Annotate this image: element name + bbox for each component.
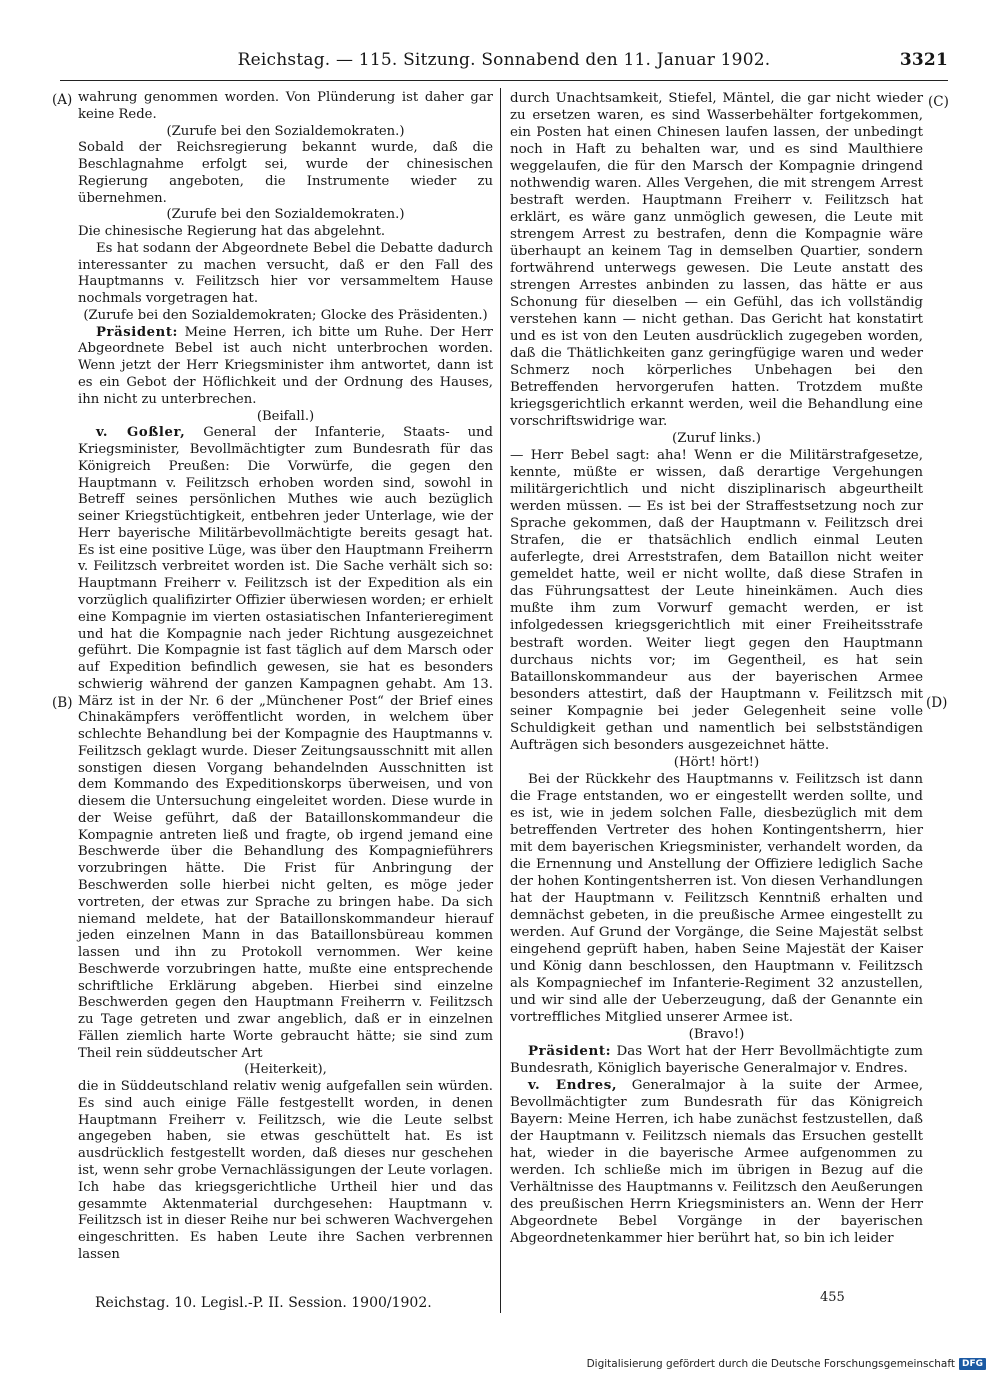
paragraph-text: Meine Herren, ich bitte um Ruhe. Der Herr Abgeordnete Bebel ist auch nicht unterbrochen worden. Wenn jetzt der Herr Kriegsminister ihm antwortet, dann ist es ein Gebot der Höflichkeit und der Ordnung des Hauses, ihn nicht zu unterbrechen. — [78, 324, 493, 407]
speaker-name: Präsident: — [96, 324, 179, 340]
digitization-note: Digitalisierung gefördert durch die Deutsche Forschungsgemeinschaft — [586, 1358, 955, 1370]
paragraph-text: (Zurufe bei den Sozialdemokraten.) — [166, 207, 405, 223]
interjection — [78, 124, 493, 141]
margin-mark-c: (C) — [928, 94, 949, 110]
paragraph-text: (Heiterkeit), — [244, 1062, 327, 1078]
paragraph-text: (Zurufe bei den Sozialdemokraten.) — [166, 123, 405, 139]
paragraph-text: (Beifall.) — [256, 408, 315, 424]
speaker-name: v. Endres, — [528, 1076, 618, 1093]
paragraph-text: Generalmajor à la suite der Armee, Bevollmächtigter zum Bundesrath für das Königreich Bayern: Meine Herren, ich habe zunächst festzustellen, daß der Hauptmann v. Feilitzsch niemals das Ersuchen gestellt hat, wieder in die bayerische Armee aufgenommen zu werden. Ich schließe mich im übrigen in Bezug auf die Verhältnisse des Hauptmanns v. Feilitzsch den Aeußerungen des preußischen Herrn Kriegsministers an. Wenn der Herr Abgeordnete Bebel Vorgänge in der bayerischen Abgeordnetenkammer hier berührt hat, so bin ich leider — [510, 1077, 924, 1247]
interjection — [510, 430, 923, 447]
left-text-column — [78, 90, 493, 1264]
column-divider — [500, 88, 501, 1313]
paragraph-text: (Zuruf links.) — [671, 431, 762, 447]
paragraph — [78, 1079, 493, 1263]
paragraph — [510, 771, 923, 1026]
session-footer: Reichstag. 10. Legisl.-P. II. Session. 1900/1902. — [95, 1295, 432, 1311]
interjection — [78, 1062, 493, 1079]
paragraph-text: (Bravo!) — [688, 1026, 745, 1042]
digitization-credit — [587, 1358, 986, 1370]
paragraph-text: (Zurufe bei den Sozialdemokraten; Glocke des Präsidenten.) — [83, 307, 488, 323]
paragraph — [510, 447, 923, 753]
dfg-logo-icon: DFG — [959, 1358, 986, 1370]
margin-mark-b: (B) — [52, 695, 73, 711]
paragraph-text: Das Wort hat der Herr Bevollmächtigte zum Bundesrath, Königlich bayerische Generalmajor v. Endres. — [510, 1043, 923, 1076]
paragraph-text: wahrung genommen worden. Von Plünderung ist daher gar keine Rede. — [78, 90, 493, 122]
header-rule — [60, 80, 948, 81]
paragraph — [510, 1043, 923, 1077]
paragraph-text: durch Unachtsamkeit, Stiefel, Mäntel, die gar nicht wieder zu ersetzen waren, es sind Wasserbehälter fortgekommen, ein Posten hat einen Chinesen laufen lassen, der unbedingt noch in Haft zu behalten war, und es sind Maulthiere weggelaufen, die für den Marsch der Kompagnie dringend nothwendig waren. Alles Vergehen, die mit strengem Arrest bestraft werden. Hauptmann Freiherr v. Feilitzsch hat erklärt, es wäre ganz unmöglich gewesen, die Leute mit strengem Arrest zu bestrafen, denn die Kompagnie wäre überhaupt an keinem Tag in demselben Quartier, sondern fortwährend unterwegs gewesen. Die Leute anstatt des strengen Arrestes anbinden zu lassen, das hätte er aus Schonung für dieselben — ein Gefühl, das ich vollständig verstehen kann — nicht gethan. Das Gericht hat konstatirt und es ist von den Leuten ausdrücklich zugegeben worden, daß die Thätlichkeiten ganz geringfügige waren und weder Schmerz noch körperliches Unbehagen bei den Betreffenden hervorgerufen hatten. Trotzdem mußte kriegsgerichtlich erkannt werden, weil die Behandlung eine vorschriftswidrige war. — [510, 91, 923, 430]
margin-mark-d: (D) — [926, 695, 948, 711]
running-title: Reichstag. — 115. Sitzung. Sonnabend den 11. Januar 1902. — [237, 50, 771, 70]
paragraph-text: (Hört! hört!) — [673, 754, 760, 770]
paragraph — [78, 241, 493, 308]
paragraph — [78, 425, 493, 1062]
paragraph — [78, 325, 493, 409]
margin-mark-a: (A) — [52, 92, 73, 108]
sheet-number: 455 — [820, 1290, 845, 1305]
paragraph — [78, 90, 493, 124]
interjection — [78, 409, 493, 426]
paragraph-text: Die chinesische Regierung hat das abgelehnt. — [78, 224, 386, 240]
paragraph — [510, 90, 923, 430]
speaker-name: v. Goßler, — [96, 425, 186, 441]
interjection — [78, 207, 493, 224]
interjection — [510, 754, 923, 771]
paragraph — [510, 1077, 923, 1247]
paragraph — [78, 140, 493, 207]
paragraph-text: Bei der Rückkehr des Hauptmanns v. Feilitzsch ist dann die Frage entstanden, wo er eingestellt werden sollte, und es ist, wie in jedem solchen Falle, diesbezüglich mit dem betreffenden Vertreter des hohen Kontingentsherrn, hier mit dem bayerischen Kriegsminister, verhandelt worden, da die Ernennung und Anstellung der Offiziere lediglich Sache der hohen Kontingentsherren ist. Von diesen Verhandlungen hat der Hauptmann v. Feilitzsch Kenntniß erhalten und demnächst gebeten, in die preußische Armee eingestellt zu werden. Auf Grund der Vorgänge, die Seine Majestät selbst eingehend geprüft haben, haben Seine Majestät der Kaiser und König dann beschlossen, den Hauptmann v. Feilitzsch als Kompagniechef im Infanterie-Regiment 32 anzustellen, und wir sind alle der Ueberzeugung, daß der Genannte ein vortreffliches Mitglied unserer Armee ist. — [510, 771, 923, 1025]
interjection — [78, 308, 493, 325]
paragraph-text: — Herr Bebel sagt: aha! Wenn er die Militärstrafgesetze, kennte, müßte er wissen, daß derartige Vergehungen militärgerichtlich und nicht disziplinarisch abgeurtheilt werden müssen. — Es ist bei der Straffestsetzung noch zur Sprache gekommen, daß der Hauptmann v. Feilitzsch drei Strafen, die er thatsächlich endlich einmal Leuten auferlegte, drei Arreststrafen, dem Bataillon nicht weiter gemeldet hatte, weil er nicht wollte, daß diese Strafen in das Führungsattest der Leute hineinkämen. Auch dies mußte ihm zum Vorwurf gemacht werden, er ist infolgedessen kriegsgerichtlich mit einer Freiheitsstrafe bestraft worden. Weiter liegt gegen den Hauptmann durchaus nichts vor; im Gegentheil, es hat sein Bataillonskommandeur aus der bayerischen Armee besonders attestirt, daß der Hauptmann v. Feilitzsch mit seiner Kompagnie bei jeder Gelegenheit seine volle Schuldigkeit gethan und namentlich bei selbstständigen Aufträgen sich besonders ausgezeichnet hätte. — [510, 448, 923, 753]
page-number: 3321 — [899, 50, 948, 70]
speaker-name: Präsident: — [528, 1042, 612, 1059]
paragraph-text: die in Süddeutschland relativ wenig aufgefallen sein würden. Es sind auch einige Fälle festgestellt worden, in denen Hauptmann Freiherr v. Feilitzsch, wie die Leute selbst angegeben haben, sie etwas geschüttelt hat. Es ist ausdrücklich festgestellt worden, daß dieses nur geschehen ist, wenn sehr grobe Vernachlässigungen der Leute vorlagen. Ich habe das kriegsgerichtliche Urtheil hier und das gesammte Aktenmaterial durchgesehen: Hauptmann v. Feilitzsch ist in dieser Reihe nur bei schweren Wachvergehen eingeschritten. Es haben Leute ihre Sachen verbrennen lassen — [78, 1079, 493, 1262]
paragraph — [78, 224, 493, 241]
right-text-column — [510, 90, 923, 1247]
paragraph-text: Sobald der Reichsregierung bekannt wurde, daß die Beschlagnahme erfolgt sei, wurde der chinesischen Regierung angeboten, die Instrumente wieder zu übernehmen. — [78, 140, 493, 206]
paragraph-text: Es hat sodann der Abgeordnete Bebel die Debatte dadurch interessanter zu machen versucht, daß er den Fall des Hauptmanns v. Feilitzsch hier vor versammeltem Hause nochmals vorgetragen hat. — [78, 240, 493, 307]
interjection — [510, 1026, 923, 1043]
page-header — [60, 46, 948, 76]
paragraph-text: General der Infanterie, Staats- und Kriegsminister, Bevollmächtigter zum Bundesrath für das Königreich Preußen: Die Vorwürfe, die gegen den Hauptmann v. Feilitzsch erhoben worden sind, sowohl in Betreff seines persönlichen Muthes wie auch bezüglich seiner Kriegstüchtigkeit, entbehren jeder Unterlage, wie der Herr bayerische Militärbevollmächtigte bereits gesagt hat. Es ist eine positive Lüge, was über den Hauptmann Freiherrn v. Feilitzsch verbreitet worden ist. Die Sache verhält sich so: Hauptmann Freiherr v. Feilitzsch ist der Expedition als ein vorzüglich qualifizirter Offizier überwiesen worden; er erhielt eine Kompagnie im vierten ostasiatischen Infanterieregiment und hat die Kompagnie nach jeder Richtung ausgezeichnet geführt. Die Kompagnie ist fast täglich auf dem Marsch oder auf Expedition befindlich gewesen, sie hat es besonders schwierig während der ganzen Kampagnen gehabt. Am 13. März ist in der Nr. 6 der „Münchener Post“ der Brief eines Chinakämpfers veröffentlicht worden, in welchem über schlechte Behandlung bei der Kompagnie des Hauptmanns v. Feilitzsch geklagt wurde. Dieser Zeitungsausschnitt mit allen sonstigen diesen Vorgang behandelnden Ausschnitten ist dem Kommando des Expeditionskorps überweisen, und von diesem die Untersuchung eingeleitet worden. Diese wurde in der Weise geführt, daß der Bataillonskommandeur die Kompagnie antreten ließ und fragte, ob irgend jemand eine Beschwerde über die Behandlung des Kompagnieführers vorzubringen hätte. Die Frist für Anbringung der Beschwerden solle hierbei nicht gelten, es möge jeder vortreten, der etwas zur Sprache zu bringen habe. Da sich niemand meldete, hat der Bataillonskommandeur hierauf jeden einzelnen Mann in das Bataillonsbüreau kommen lassen und ihn zu Protokoll vernommen. Wer keine Beschwerde vorzubringen hatte, mußte eine entsprechende schriftliche Erklärung abgeben. Hierbei sind einzelne Beschwerden gegen den Hauptmann Freiherrn v. Feilitzsch zu Tage getreten und zwar angeblich, daß er in einzelnen Fällen ziemlich harte Worte gebraucht hätte; sie sind zum Theil rein süddeutscher Art — [78, 425, 493, 1061]
